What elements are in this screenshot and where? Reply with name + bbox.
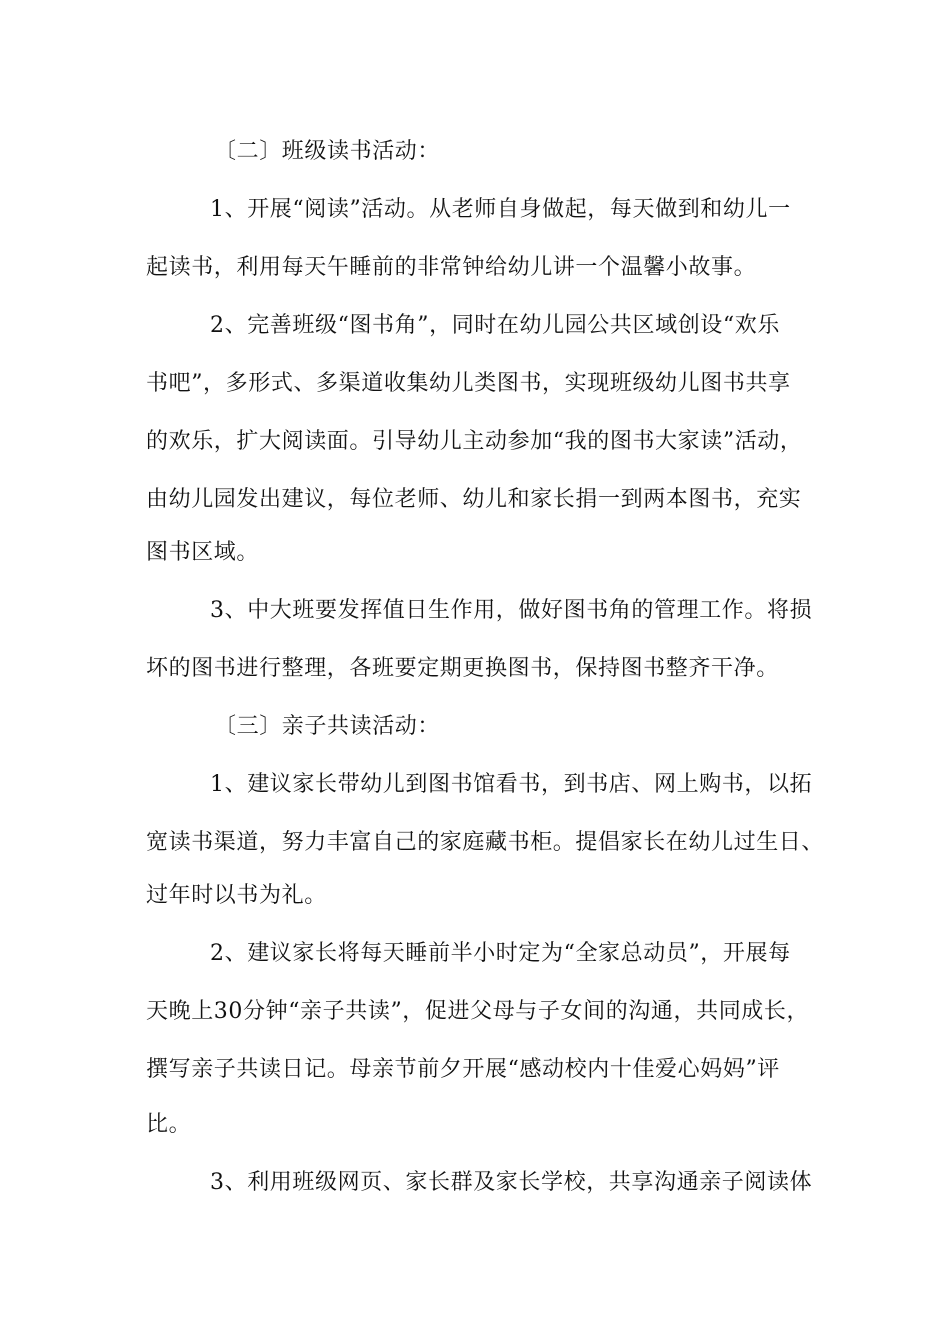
section-heading-class-reading: 〔二〕班级读书活动：: [214, 139, 441, 164]
paragraph-line: 宽读书渠道，努力丰富自己的家庭藏书柜。提倡家长在幼儿过生日、: [146, 830, 825, 855]
paragraph-line: 撰写亲子共读日记。母亲节前夕开展“感动校内十佳爱心妈妈”评: [146, 1057, 780, 1082]
paragraph-line: 3、利用班级网页、家长群及家长学校，共享沟通亲子阅读体: [210, 1170, 813, 1195]
paragraph-line: 天晚上30分钟“亲子共读”，促进父母与子女间的沟通，共同成长，: [146, 999, 810, 1024]
paragraph-line: 2、建议家长将每天睡前半小时定为“全家总动员”，开展每: [210, 941, 791, 966]
paragraph-line: 3、中大班要发挥值日生作用，做好图书角的管理工作。将损: [210, 598, 813, 623]
paragraph-line: 图书区域。: [146, 540, 260, 565]
paragraph-line: 的欢乐，扩大阅读面。引导幼儿主动参加“我的图书大家读”活动，: [146, 429, 803, 454]
paragraph-line: 2、完善班级“图书角”，同时在幼儿园公共区域创设“欢乐: [210, 313, 780, 338]
paragraph-line: 1、开展“阅读”活动。从老师自身做起，每天做到和幼儿一: [210, 197, 791, 222]
paragraph-line: 比。: [146, 1112, 192, 1137]
paragraph-line: 过年时以书为礼。: [146, 883, 327, 908]
paragraph-line: 由幼儿园发出建议，每位老师、幼儿和家长捐一到两本图书，充实: [146, 487, 802, 512]
paragraph-line: 起读书，利用每天午睡前的非常钟给幼儿讲一个温馨小故事。: [146, 255, 757, 280]
paragraph-line: 坏的图书进行整理，各班要定期更换图书，保持图书整齐干净。: [146, 656, 779, 681]
paragraph-line: 书吧”，多形式、多渠道收集幼儿类图书，实现班级幼儿图书共享: [146, 371, 791, 396]
section-heading-parent-child-reading: 〔三〕亲子共读活动：: [214, 714, 441, 739]
paragraph-line: 1、建议家长带幼儿到图书馆看书，到书店、网上购书，以拓: [210, 772, 813, 797]
